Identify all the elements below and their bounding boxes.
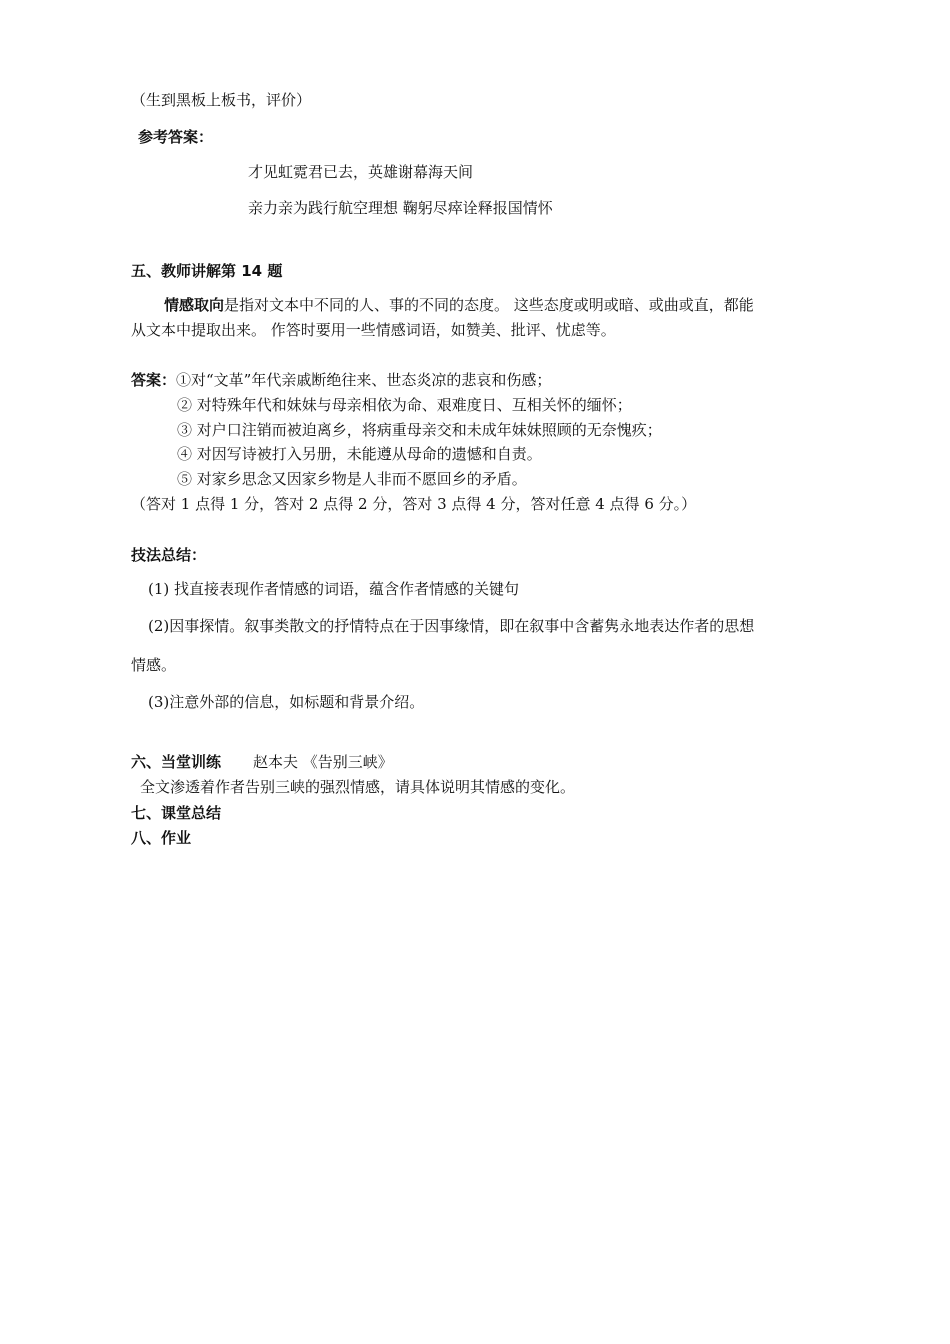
technique-item-3: (3)注意外部的信息，如标题和背景介绍。: [148, 693, 425, 711]
section-6-heading: 六、当堂训练: [131, 753, 222, 771]
section-6-author-title: 赵本夫 《告别三峡》: [253, 753, 393, 771]
reference-answer-line-2: 亲力亲为践行航空理想 鞠躬尽瘁诠释报国情怀: [248, 199, 553, 217]
answer-item-5: ⑤ 对家乡思念又因家乡物是人非而不愿回乡的矛盾。: [177, 470, 527, 488]
section-6-task: 全文渗透着作者告别三峡的强烈情感，请具体说明其情感的变化。: [140, 778, 576, 796]
technique-item-2-line-1: (2)因事探情。叙事类散文的抒情特点在于因事缘情，即在叙事中含蓄隽永地表达作者的思想: [148, 617, 755, 635]
section-6-heading-line: [131, 752, 393, 772]
answer-label: 答案：: [131, 371, 177, 389]
answer-scoring: （答对 1 点得 1 分，答对 2 点得 2 分，答对 3 点得 4 分，答对任意 4 点得 6 分。）: [131, 495, 697, 513]
section-5-heading: 五、教师讲解第 14 题: [131, 262, 283, 280]
answer-item-2: ② 对特殊年代和妹妹与母亲相依为命、艰难度日、互相关怀的缅怀；: [177, 396, 632, 414]
technique-heading: 技法总结：: [131, 546, 207, 564]
answer-item-4: ④ 对因写诗被打入另册，未能遵从母命的遗憾和自责。: [177, 445, 542, 463]
answer-line-1: [131, 370, 551, 390]
emotion-term: 情感取向: [164, 296, 225, 314]
intro-note: （生到黑板上板书，评价）: [131, 91, 312, 109]
section-5-paragraph-rest: 是指对文本中不同的人、事的不同的态度。 这些态度或明或暗、或曲或直，都能: [224, 296, 754, 314]
answer-item-1: ①对“文革”年代亲戚断绝往来、世态炎凉的悲哀和伤感；: [176, 371, 552, 389]
answer-item-3: ③ 对户口注销而被迫离乡，将病重母亲交和未成年妹妹照顾的无奈愧疚；: [177, 421, 662, 439]
reference-answer-line-1: 才见虹霓君已去，英雄谢幕海天间: [248, 163, 474, 181]
section-5-paragraph-line-2: 从文本中提取出来。 作答时要用一些情感词语，如赞美、批评、忧虑等。: [131, 321, 616, 339]
section-8-heading: 八、作业: [131, 829, 192, 847]
reference-answer-label: 参考答案：: [138, 128, 214, 146]
technique-item-1: (1) 找直接表现作者情感的词语，蕴含作者情感的关键句: [148, 580, 520, 598]
section-7-heading: 七、课堂总结: [131, 804, 222, 822]
technique-item-2-line-2: 情感。: [131, 656, 177, 674]
section-5-paragraph: [164, 295, 754, 315]
